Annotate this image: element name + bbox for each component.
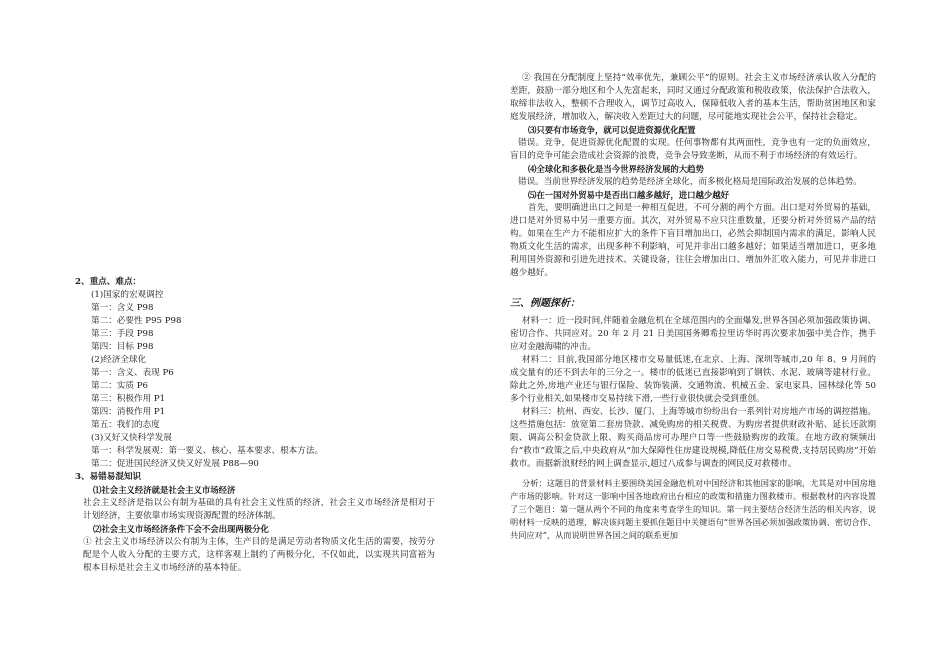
- outline-item: 第四：目标 P98: [91, 342, 154, 352]
- outline-item: 第一：含义 P98: [91, 303, 154, 313]
- distribution-paragraph: ② 我国在分配制度上坚持“效率优先，兼顾公平”的原则。社会主义市场经济承认收入分配的差距，鼓励一部分地区和个人先富起来，同时又通过分配政策和税收政策，依法保护合法收入，取缔非法收入，整顿不合理收入，调节过高收入，保障低收入者的基本生活，帮助贫困地区和家庭发展经济，增加收入，解决收入差距过大的问题，尽可能地实现社会公平，保持社会稳定。: [510, 73, 876, 122]
- material-3: 材料三：杭州、西安、长沙、厦门、上海等城市纷纷出台一系列针对房地产市场的调控措施。这些措施包括：放宽第二套房贷款、减免购房的相关税费、为购房者提供财政补贴、延长还款期限、调高公积金贷款上限、购买商品房可办理户口等一些鼓励购房的政策。在地方政府频频出台“救市”政策之后,中央政府从“加大保障性住房建设规模,降低住房交易税费,支持居民购房”开始救市。而据新浪财经的网上调查显示,超过八成参与调查的网民反对救楼市。: [510, 407, 876, 469]
- outline-item: 第三：积极作用 P1: [91, 394, 166, 404]
- left-column: [75, 276, 435, 575]
- error-3-title: ⑶只要有市场竞争，就可以促进资源优化配置: [528, 125, 696, 135]
- outline-item: 第二：实质 P6: [91, 381, 148, 391]
- error-1-title: ⑴社会主义经济就是社会主义市场经济: [93, 485, 236, 495]
- error-4-title: ⑷全球化和多极化是当今世界经济发展的大趋势: [528, 164, 704, 174]
- section-2-title: 2、重点、难点：: [75, 277, 142, 287]
- outline-item: 第二：必要性 P95 P98: [91, 316, 182, 326]
- material-1: 材料一：近一段时间,伴随着金融危机在全球范围内的全面爆发,世界各国必须加强政策协调、密切合作、共同应对。20 年 2 月 21 日美国国务卿希拉里访华时再次要求加强中美合作，携手应对金融海啸的冲击。: [510, 316, 876, 352]
- error-5-title: ⑸在一国对外贸易中是否出口越多越好，进口越少越好: [528, 190, 729, 200]
- error-2-text: ① 社会主义市场经济以公有制为主体，生产目的是满足劳动者物质文化生活的需要，按劳分配是个人收入分配的主要方式，这样客观上制约了两极分化，不仅如此，以实现共同富裕为根本目标是社会主义市场经济的基本特征。: [83, 537, 435, 573]
- material-2: 材料二：目前,我国部分地区楼市交易量低迷,在北京、上海、深圳等城市,20 年 8、9 月间的成交量有的还不到去年的三分之一。楼市的低迷已直接影响到了钢铁、水泥、玻璃等建材行业。除此之外,房地产业还与银行保险、装饰装潢、交通物流、机械五金、家电家具、园林绿化等 50 多个行业相关,如果楼市交易持续下滑,一些行业很快就会受到重创。: [510, 355, 876, 404]
- error-1-text: 社会主义经济是指以公有制为基础的具有社会主义性质的经济，社会主义市场经济是相对于计划经济，主要依靠市场实现资源配置的经济体制。: [83, 498, 435, 521]
- section-3-title: 3、易错易混知识: [75, 472, 142, 482]
- outline-item: 第二：促进国民经济又快又好发展 P88—90: [91, 459, 259, 469]
- outline-item: 第五：我们的态度: [91, 420, 160, 430]
- outline-item: 第三：手段 P98: [91, 329, 154, 339]
- outline-item: 第一：含义、表现 P6: [91, 368, 174, 378]
- outline-item: (2)经济全球化: [91, 355, 147, 365]
- error-2-title: ⑵社会主义市场经济条件下会不会出现两极分化: [93, 524, 269, 534]
- analysis-paragraph: 分析：这题目的背景材料主要围绕美国金融危机对中国经济和其他国家的影响，尤其是对中国房地产市场的影响。针对这一影响中国各地政府出台相应的政策和措施力图救楼市。根据教材的内容设置了三个题目：第一题从两个不同的角度来考查学生的知识。第一问主要结合经济生活的相关内容，说明材料一反映的道理，解决该问题主要抓住题目中关键语句“世界各国必须加强政策协调、密切合作、共同应对”，从而说明世界各国之间的联系更加: [510, 478, 876, 540]
- error-5-text: 首先，要明确进出口之间是一种相互促进，不可分割的两个方面。出口是对外贸易的基础，进口是对外贸易中另一重要方面。其次，对外贸易不应只注重数量，还要分析对外贸易产品的结构。如果在生产力不能相应扩大的条件下盲目增加出口，必然会抑制国内需求的满足，影响人民物质文化生活的需求，出现多种不利影响，可见并非出口越多越好；如果适当增加进口，更多地利用国外资源和引进先进技术、关键设备，往往会增加出口、增加外汇收入能力，可见并非进口越少越好。: [510, 203, 876, 278]
- outline-item: 第一：科学发展观：第一要义、核心、基本要求、根本方法。: [91, 446, 324, 456]
- outline-item: 第四：消极作用 P1: [91, 407, 166, 417]
- error-3-text: 错误。竞争，促进资源优化配置的实现。任何事物都有其两面性，竞争也有一定的负面效应，盲目的竞争可能会造成社会资源的浪费，竞争会导致垄断，从而不利于市场经济的有效运行。: [510, 138, 876, 161]
- outline-item: (1)国家的宏观调控: [91, 290, 164, 300]
- right-column: [510, 72, 876, 542]
- example-section-heading: 三、例题探析：: [510, 298, 580, 309]
- outline-item: (3)又好又快科学发展: [91, 433, 172, 443]
- error-4-text: 错误。当前世界经济发展的趋势是经济全球化，而多极化格局是国际政治发展的总体趋势。: [518, 177, 862, 187]
